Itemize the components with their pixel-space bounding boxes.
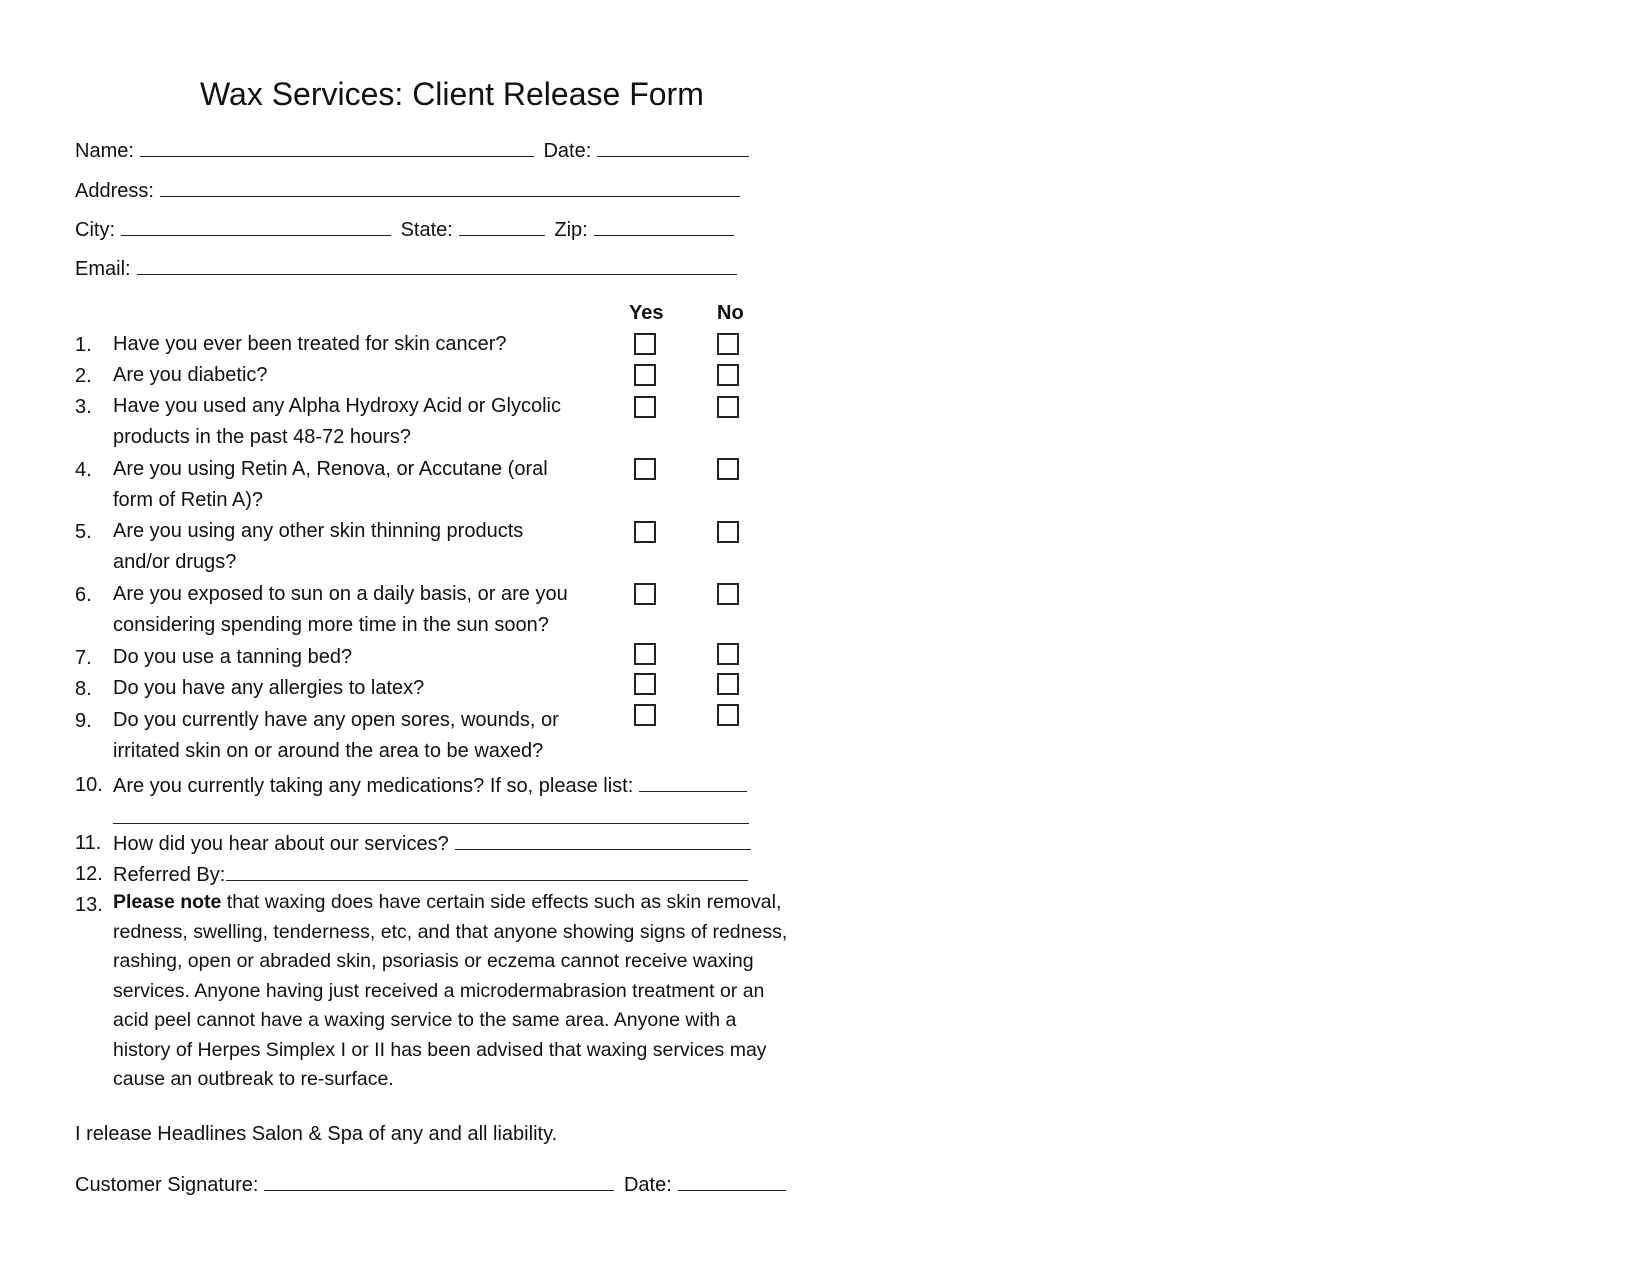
signature-label: Customer Signature: <box>75 1174 259 1196</box>
state-label: State: <box>400 219 453 241</box>
yes-column-header: Yes <box>629 302 664 324</box>
referred-by-field[interactable] <box>226 862 748 881</box>
signature-row <box>75 1172 786 1197</box>
question-4-no-checkbox[interactable] <box>717 458 739 480</box>
question-2-no-checkbox[interactable] <box>717 364 739 386</box>
zip-label: Zip: <box>554 219 588 241</box>
question-8-text: Do you have any allergies to latex? <box>113 677 425 699</box>
question-13-number: 13. <box>75 894 103 916</box>
address-row <box>75 178 740 203</box>
signature-date-field[interactable] <box>678 1172 786 1191</box>
name-row <box>75 138 749 163</box>
question-12-text: Referred By: <box>113 864 226 886</box>
city-label: City: <box>75 219 115 241</box>
question-5-number: 5. <box>75 521 92 543</box>
question-3-number: 3. <box>75 396 92 418</box>
date-label: Date: <box>543 140 592 162</box>
address-field[interactable] <box>160 178 740 197</box>
question-12-row <box>113 862 748 887</box>
question-7-no-checkbox[interactable] <box>717 643 739 665</box>
question-2-text: Are you diabetic? <box>113 364 268 386</box>
city-field[interactable] <box>121 217 391 236</box>
question-12-number: 12. <box>75 863 103 885</box>
name-field[interactable] <box>140 138 534 157</box>
question-4-yes-checkbox[interactable] <box>634 458 656 480</box>
question-10-number: 10. <box>75 774 103 796</box>
form-title: Wax Services: Client Release Form <box>200 76 704 112</box>
question-8-number: 8. <box>75 678 92 700</box>
liability-release-statement: I release Headlines Salon & Spa of any and all liability. <box>75 1123 558 1145</box>
date-field[interactable] <box>597 138 749 157</box>
question-6-text: Are you exposed to sun on a daily basis, or are you considering spending more time in the sun soon? <box>113 583 568 636</box>
question-8-yes-checkbox[interactable] <box>634 673 656 695</box>
question-3-text: Have you used any Alpha Hydroxy Acid or Glycolic products in the past 48-72 hours? <box>113 395 561 448</box>
email-row <box>75 256 737 281</box>
email-label: Email: <box>75 258 131 280</box>
question-9-no-checkbox[interactable] <box>717 704 739 726</box>
question-6-yes-checkbox[interactable] <box>634 583 656 605</box>
please-note-bold: Please note <box>113 891 222 913</box>
side-effects-note-text: that waxing does have certain side effects such as skin removal, redness, swelling, tenderness, etc, and that anyone showing signs of redness, rashing, open or abraded skin, psoriasis or eczema cannot receive waxing services. Anyone having just received a microdermabrasion treatment or an acid peel cannot have a waxing service to the same area. Anyone with a history of Herpes Simplex I or II has been advised that waxing services may cause an outbreak to re-surface. <box>113 891 788 1090</box>
question-3-yes-checkbox[interactable] <box>634 396 656 418</box>
question-9-number: 9. <box>75 710 92 732</box>
side-effects-note <box>113 888 793 1095</box>
question-1-yes-checkbox[interactable] <box>634 333 656 355</box>
question-2-number: 2. <box>75 365 92 387</box>
heard-about-field[interactable] <box>455 831 751 850</box>
question-8-no-checkbox[interactable] <box>717 673 739 695</box>
question-5-yes-checkbox[interactable] <box>634 521 656 543</box>
question-10-text: Are you currently taking any medications? If so, please list: <box>113 775 634 797</box>
question-4-number: 4. <box>75 459 92 481</box>
question-1-number: 1. <box>75 334 92 356</box>
zip-field[interactable] <box>594 217 734 236</box>
no-column-header: No <box>717 302 744 324</box>
city-row <box>75 217 734 242</box>
medications-field-continued[interactable] <box>113 823 749 824</box>
question-1-text: Have you ever been treated for skin cancer? <box>113 333 507 355</box>
question-6-no-checkbox[interactable] <box>717 583 739 605</box>
question-5-no-checkbox[interactable] <box>717 521 739 543</box>
question-7-yes-checkbox[interactable] <box>634 643 656 665</box>
question-4-text: Are you using Retin A, Renova, or Accutane (oral form of Retin A)? <box>113 458 548 511</box>
question-11-text: How did you hear about our services? <box>113 833 449 855</box>
signature-date-label: Date: <box>623 1174 672 1196</box>
question-9-text: Do you currently have any open sores, wounds, or irritated skin on or around the area to be waxed? <box>113 709 559 762</box>
question-3-no-checkbox[interactable] <box>717 396 739 418</box>
question-9-yes-checkbox[interactable] <box>634 704 656 726</box>
question-5-text: Are you using any other skin thinning products and/or drugs? <box>113 520 524 573</box>
name-label: Name: <box>75 140 134 162</box>
address-label: Address: <box>75 180 154 202</box>
question-11-number: 11. <box>75 832 102 854</box>
question-10-row <box>113 773 747 798</box>
email-field[interactable] <box>137 256 737 275</box>
medications-field[interactable] <box>639 773 747 792</box>
state-field[interactable] <box>459 217 545 236</box>
signature-field[interactable] <box>264 1172 614 1191</box>
question-6-number: 6. <box>75 584 92 606</box>
question-7-number: 7. <box>75 647 92 669</box>
question-1-no-checkbox[interactable] <box>717 333 739 355</box>
question-7-text: Do you use a tanning bed? <box>113 646 353 668</box>
question-2-yes-checkbox[interactable] <box>634 364 656 386</box>
question-11-row <box>113 831 751 856</box>
